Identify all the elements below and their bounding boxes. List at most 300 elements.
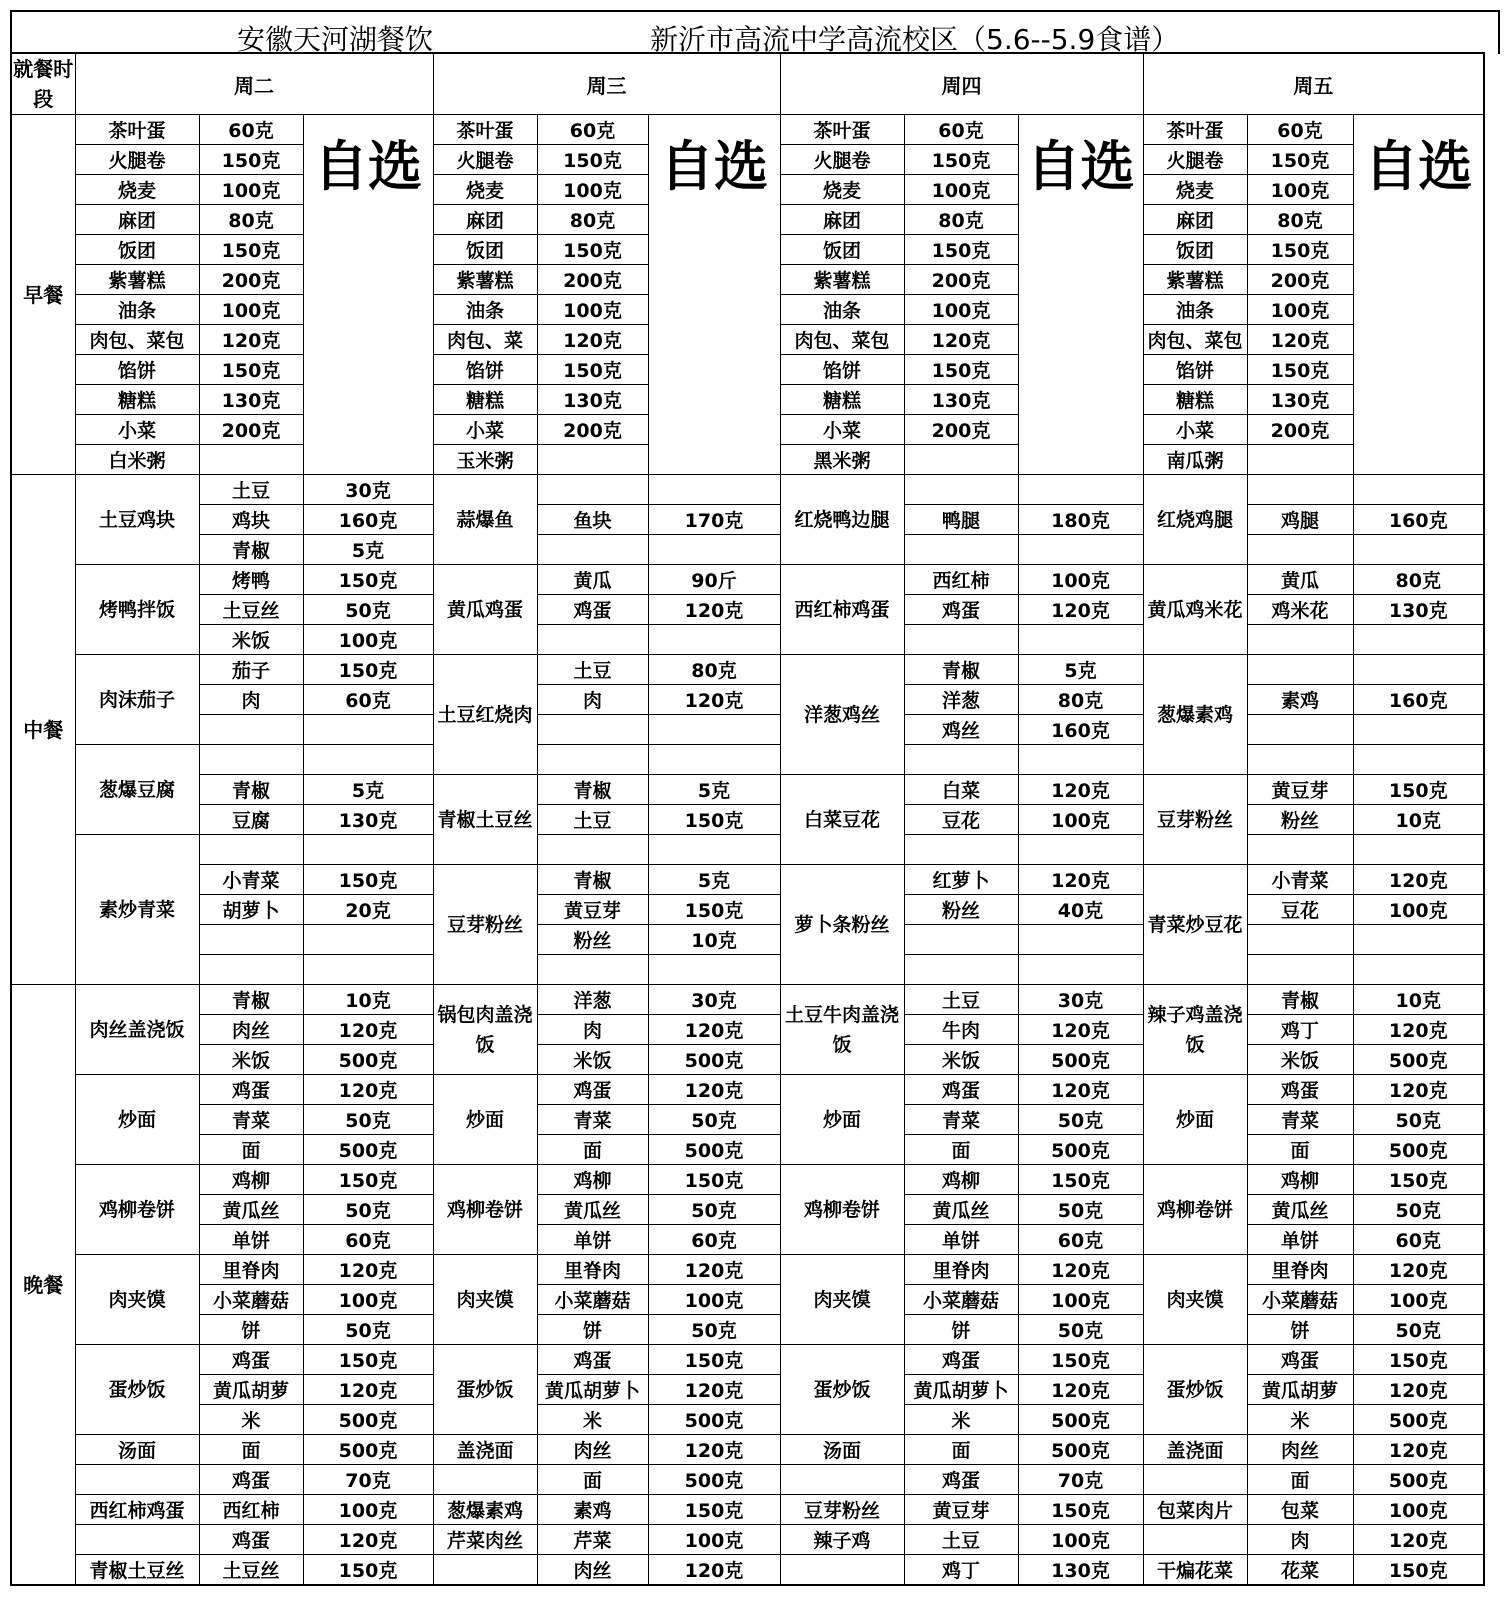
empty-cell (1018, 835, 1143, 865)
ingredient-amount: 150克 (1353, 775, 1484, 805)
ingredient-name: 面 (537, 1465, 648, 1495)
ingredient-name: 小菜蘑菇 (904, 1285, 1018, 1315)
dish-name: 红烧鸭边腿 (780, 475, 904, 565)
empty-cell (1018, 625, 1143, 655)
ingredient-name: 鸡柳 (537, 1165, 648, 1195)
ingredient-amount: 120克 (648, 1375, 780, 1405)
porridge-item: 白米粥 (75, 445, 199, 475)
empty-cell (1247, 955, 1353, 985)
empty-cell (1247, 745, 1353, 775)
empty-cell (1018, 745, 1143, 775)
empty-cell (537, 715, 648, 745)
breakfast-amount: 130克 (537, 385, 648, 415)
empty-cell (1247, 925, 1353, 955)
ingredient-amount: 90斤 (648, 565, 780, 595)
dish-name: 青菜炒豆花 (1143, 865, 1247, 985)
ingredient-name: 黄瓜丝 (537, 1195, 648, 1225)
ingredient-name: 青椒 (199, 985, 303, 1015)
ingredient-amount: 100克 (1353, 1495, 1484, 1525)
breakfast-item: 火腿卷 (780, 145, 904, 175)
empty-cell (904, 445, 1018, 475)
breakfast-amount: 100克 (904, 175, 1018, 205)
ingredient-name: 肉 (537, 685, 648, 715)
breakfast-amount: 150克 (1247, 235, 1353, 265)
period-label: 中餐 (11, 475, 75, 985)
dish-name: 炒面 (780, 1075, 904, 1165)
ingredient-name: 鸡柳 (199, 1165, 303, 1195)
empty-cell (199, 715, 303, 745)
dish-name (1143, 1465, 1247, 1495)
ingredient-amount: 50克 (303, 595, 433, 625)
empty-cell (1018, 925, 1143, 955)
ingredient-amount: 150克 (1353, 1165, 1484, 1195)
ingredient-name: 黄豆芽 (1247, 775, 1353, 805)
breakfast-amount: 120克 (199, 325, 303, 355)
dish-name: 土豆红烧肉 (433, 655, 537, 775)
ingredient-amount: 80克 (648, 655, 780, 685)
ingredient-amount: 50克 (1353, 1105, 1484, 1135)
ingredient-name: 面 (199, 1135, 303, 1165)
ingredient-name: 鸡丁 (904, 1555, 1018, 1586)
breakfast-item: 糖糕 (433, 385, 537, 415)
ingredient-name: 鸡蛋 (537, 1345, 648, 1375)
ingredient-name: 黄瓜胡萝卜 (904, 1375, 1018, 1405)
ingredient-amount: 120克 (648, 1075, 780, 1105)
ingredient-name: 青菜 (1247, 1105, 1353, 1135)
ingredient-name: 鸡丝 (904, 715, 1018, 745)
ingredient-name: 烤鸭 (199, 565, 303, 595)
breakfast-item: 烧麦 (780, 175, 904, 205)
empty-cell (648, 745, 780, 775)
ingredient-amount: 120克 (303, 1525, 433, 1555)
breakfast-amount: 150克 (904, 355, 1018, 385)
ingredient-amount: 50克 (1353, 1315, 1484, 1345)
ingredient-amount: 100克 (303, 625, 433, 655)
dish-name: 干煸花菜 (1143, 1555, 1247, 1586)
ingredient-amount: 150克 (1353, 1345, 1484, 1375)
breakfast-amount: 200克 (537, 415, 648, 445)
ingredient-amount: 10克 (303, 985, 433, 1015)
empty-cell (648, 535, 780, 565)
ingredient-amount: 100克 (1018, 805, 1143, 835)
dish-name: 鸡柳卷饼 (1143, 1165, 1247, 1255)
dish-name: 盖浇面 (1143, 1435, 1247, 1465)
ingredient-amount: 130克 (1018, 1555, 1143, 1586)
empty-cell (904, 925, 1018, 955)
empty-cell (537, 475, 648, 505)
breakfast-amount: 200克 (199, 415, 303, 445)
empty-cell (904, 955, 1018, 985)
breakfast-item: 紫薯糕 (780, 265, 904, 295)
breakfast-amount: 150克 (537, 145, 648, 175)
breakfast-amount: 60克 (904, 115, 1018, 145)
ingredient-name: 粉丝 (537, 925, 648, 955)
breakfast-item: 油条 (1143, 295, 1247, 325)
ingredient-name: 素鸡 (537, 1495, 648, 1525)
dish-name (433, 1555, 537, 1586)
breakfast-item: 糖糕 (780, 385, 904, 415)
breakfast-item: 肉包、菜包 (75, 325, 199, 355)
ingredient-amount: 120克 (1353, 1015, 1484, 1045)
ingredient-amount: 10克 (1353, 985, 1484, 1015)
breakfast-amount: 200克 (1247, 415, 1353, 445)
ingredient-name: 肉丝 (537, 1435, 648, 1465)
ingredient-name: 鱼块 (537, 505, 648, 535)
ingredient-amount: 100克 (1353, 1285, 1484, 1315)
ingredient-name: 小菜蘑菇 (537, 1285, 648, 1315)
dish-name (780, 1465, 904, 1495)
school-menu-title: 新沂市高流中学高流校区（5.6--5.9食谱） (650, 23, 1180, 56)
breakfast-item: 麻团 (1143, 205, 1247, 235)
ingredient-amount: 120克 (303, 1375, 433, 1405)
ingredient-amount: 150克 (648, 1165, 780, 1195)
breakfast-amount: 200克 (1247, 265, 1353, 295)
ingredient-amount: 160克 (1353, 505, 1484, 535)
dish-name: 炒面 (75, 1075, 199, 1165)
breakfast-amount: 80克 (1247, 205, 1353, 235)
ingredient-amount: 50克 (1018, 1195, 1143, 1225)
empty-cell (537, 535, 648, 565)
dish-name: 萝卜条粉丝 (780, 865, 904, 985)
breakfast-item: 紫薯糕 (75, 265, 199, 295)
ingredient-name: 面 (199, 1435, 303, 1465)
ingredient-amount: 70克 (1018, 1465, 1143, 1495)
empty-cell (1247, 535, 1353, 565)
ingredient-amount: 120克 (1353, 1075, 1484, 1105)
ingredient-name: 单饼 (199, 1225, 303, 1255)
breakfast-amount: 80克 (537, 205, 648, 235)
ingredient-name: 白菜 (904, 775, 1018, 805)
empty-cell (303, 745, 433, 775)
breakfast-item: 火腿卷 (75, 145, 199, 175)
ingredient-amount: 150克 (303, 1555, 433, 1586)
empty-cell (648, 955, 780, 985)
self-select-label: 自选 (648, 115, 780, 475)
dish-name: 蛋炒饭 (75, 1345, 199, 1435)
dish-name: 汤面 (75, 1435, 199, 1465)
ingredient-name: 黄瓜丝 (1247, 1195, 1353, 1225)
dish-name: 蒜爆鱼 (433, 475, 537, 565)
ingredient-amount: 120克 (1353, 1375, 1484, 1405)
ingredient-amount: 500克 (648, 1405, 780, 1435)
ingredient-amount: 50克 (1353, 1195, 1484, 1225)
ingredient-name: 米饭 (199, 1045, 303, 1075)
ingredient-name: 粉丝 (904, 895, 1018, 925)
ingredient-name: 鸡蛋 (199, 1525, 303, 1555)
day-header: 周三 (433, 53, 780, 115)
ingredient-amount: 120克 (303, 1255, 433, 1285)
dish-name: 葱爆素鸡 (433, 1495, 537, 1525)
ingredient-amount: 120克 (1018, 1255, 1143, 1285)
ingredient-amount: 500克 (303, 1405, 433, 1435)
breakfast-amount: 100克 (537, 175, 648, 205)
ingredient-amount: 80克 (1353, 565, 1484, 595)
empty-cell (904, 835, 1018, 865)
ingredient-amount: 10克 (648, 925, 780, 955)
empty-cell (1018, 535, 1143, 565)
breakfast-amount: 200克 (904, 415, 1018, 445)
dish-name: 西红柿鸡蛋 (780, 565, 904, 655)
breakfast-item: 糖糕 (75, 385, 199, 415)
breakfast-amount: 60克 (537, 115, 648, 145)
ingredient-name: 黄瓜胡萝卜 (537, 1375, 648, 1405)
breakfast-amount: 150克 (199, 145, 303, 175)
ingredient-amount: 500克 (648, 1465, 780, 1495)
ingredient-name: 洋葱 (537, 985, 648, 1015)
ingredient-amount: 80克 (1018, 685, 1143, 715)
ingredient-name: 青椒 (537, 775, 648, 805)
ingredient-amount: 60克 (648, 1225, 780, 1255)
ingredient-name: 面 (904, 1435, 1018, 1465)
ingredient-name: 小菜蘑菇 (1247, 1285, 1353, 1315)
ingredient-name: 米饭 (1247, 1045, 1353, 1075)
empty-cell (537, 955, 648, 985)
ingredient-amount: 120克 (1353, 1525, 1484, 1555)
ingredient-name: 米饭 (199, 625, 303, 655)
porridge-item: 黑米粥 (780, 445, 904, 475)
ingredient-amount: 50克 (648, 1195, 780, 1225)
empty-cell (648, 475, 780, 505)
ingredient-name: 土豆 (904, 1525, 1018, 1555)
ingredient-name: 米饭 (537, 1045, 648, 1075)
ingredient-amount: 50克 (303, 1195, 433, 1225)
ingredient-name: 豆花 (1247, 895, 1353, 925)
empty-cell (648, 625, 780, 655)
empty-cell (199, 745, 303, 775)
empty-cell (199, 835, 303, 865)
ingredient-amount: 500克 (303, 1135, 433, 1165)
ingredient-amount: 130克 (303, 805, 433, 835)
ingredient-amount: 50克 (1018, 1315, 1143, 1345)
empty-cell (303, 955, 433, 985)
ingredient-name: 黄豆芽 (537, 895, 648, 925)
ingredient-name: 鸡蛋 (537, 595, 648, 625)
dish-name: 洋葱鸡丝 (780, 655, 904, 775)
dish-name: 素炒青菜 (75, 835, 199, 985)
ingredient-amount: 100克 (1353, 895, 1484, 925)
ingredient-amount: 70克 (303, 1465, 433, 1495)
dish-name: 豆芽粉丝 (1143, 775, 1247, 865)
ingredient-amount: 130克 (1353, 595, 1484, 625)
ingredient-amount: 50克 (1018, 1105, 1143, 1135)
ingredient-name: 米 (537, 1405, 648, 1435)
breakfast-amount: 150克 (1247, 145, 1353, 175)
ingredient-amount: 120克 (303, 1075, 433, 1105)
ingredient-name: 土豆 (537, 805, 648, 835)
ingredient-name: 饼 (1247, 1315, 1353, 1345)
breakfast-amount: 150克 (537, 235, 648, 265)
ingredient-name: 饼 (904, 1315, 1018, 1345)
empty-cell (1247, 715, 1353, 745)
empty-cell (1353, 475, 1484, 505)
breakfast-item: 饭团 (1143, 235, 1247, 265)
empty-cell (1247, 655, 1353, 685)
ingredient-amount: 120克 (648, 1555, 780, 1586)
ingredient-name: 里脊肉 (537, 1255, 648, 1285)
ingredient-name: 鸡柳 (1247, 1165, 1353, 1195)
ingredient-amount: 5克 (648, 865, 780, 895)
ingredient-amount: 100克 (648, 1285, 780, 1315)
breakfast-item: 烧麦 (75, 175, 199, 205)
empty-cell (1247, 445, 1353, 475)
breakfast-amount: 120克 (1247, 325, 1353, 355)
ingredient-name: 黄瓜 (1247, 565, 1353, 595)
ingredient-amount: 100克 (1018, 1525, 1143, 1555)
breakfast-amount: 130克 (904, 385, 1018, 415)
ingredient-name: 面 (904, 1135, 1018, 1165)
empty-cell (648, 835, 780, 865)
ingredient-amount: 500克 (1353, 1045, 1484, 1075)
ingredient-name: 青菜 (904, 1105, 1018, 1135)
ingredient-name: 鸡蛋 (1247, 1345, 1353, 1375)
ingredient-name: 胡萝卜 (199, 895, 303, 925)
ingredient-amount: 5克 (303, 775, 433, 805)
breakfast-item: 紫薯糕 (433, 265, 537, 295)
ingredient-amount: 170克 (648, 505, 780, 535)
ingredient-amount: 150克 (303, 865, 433, 895)
breakfast-amount: 100克 (1247, 295, 1353, 325)
ingredient-amount: 5克 (648, 775, 780, 805)
ingredient-amount: 5克 (1018, 655, 1143, 685)
dish-name: 蛋炒饭 (780, 1345, 904, 1435)
ingredient-amount: 100克 (1018, 565, 1143, 595)
menu-title-bar (10, 10, 1500, 54)
dish-name (75, 1465, 199, 1495)
ingredient-name: 黄瓜胡萝 (199, 1375, 303, 1405)
breakfast-item: 麻团 (433, 205, 537, 235)
ingredient-amount: 150克 (648, 1495, 780, 1525)
ingredient-name: 青椒 (537, 865, 648, 895)
dish-name (780, 1555, 904, 1586)
ingredient-name: 米 (904, 1405, 1018, 1435)
breakfast-amount: 100克 (199, 175, 303, 205)
breakfast-item: 火腿卷 (1143, 145, 1247, 175)
dish-name: 鸡柳卷饼 (433, 1165, 537, 1255)
empty-cell (1353, 925, 1484, 955)
empty-cell (1353, 535, 1484, 565)
ingredient-amount: 60克 (1353, 1225, 1484, 1255)
ingredient-name: 肉丝 (199, 1015, 303, 1045)
ingredient-amount: 500克 (1353, 1135, 1484, 1165)
breakfast-item: 肉包、菜包 (780, 325, 904, 355)
company-name: 安徽天河湖餐饮 (237, 23, 434, 56)
ingredient-amount: 120克 (648, 1435, 780, 1465)
ingredient-name: 鸡蛋 (904, 1345, 1018, 1375)
ingredient-name: 土豆 (537, 655, 648, 685)
ingredient-name: 鸡丁 (1247, 1015, 1353, 1045)
ingredient-name: 青椒 (1247, 985, 1353, 1015)
ingredient-name: 牛肉 (904, 1015, 1018, 1045)
breakfast-item: 饭团 (75, 235, 199, 265)
ingredient-amount: 120克 (1353, 1255, 1484, 1285)
ingredient-amount: 150克 (1018, 1165, 1143, 1195)
empty-cell (1353, 835, 1484, 865)
dish-name: 辣子鸡盖浇饭 (1143, 985, 1247, 1075)
ingredient-name: 青椒 (904, 655, 1018, 685)
breakfast-amount: 80克 (199, 205, 303, 235)
ingredient-name: 黄瓜胡萝 (1247, 1375, 1353, 1405)
breakfast-amount: 100克 (904, 295, 1018, 325)
empty-cell (1018, 955, 1143, 985)
ingredient-name: 里脊肉 (904, 1255, 1018, 1285)
ingredient-name: 青椒 (199, 535, 303, 565)
ingredient-name: 肉 (199, 685, 303, 715)
ingredient-amount: 50克 (648, 1105, 780, 1135)
ingredient-name: 鸡蛋 (904, 1075, 1018, 1105)
ingredient-name: 西红柿 (904, 565, 1018, 595)
dish-name: 包菜肉片 (1143, 1495, 1247, 1525)
ingredient-name: 单饼 (1247, 1225, 1353, 1255)
breakfast-item: 油条 (780, 295, 904, 325)
ingredient-name: 洋葱 (904, 685, 1018, 715)
breakfast-item: 饭团 (433, 235, 537, 265)
breakfast-amount: 150克 (904, 235, 1018, 265)
dish-name: 土豆鸡块 (75, 475, 199, 565)
empty-cell (1353, 655, 1484, 685)
breakfast-amount: 150克 (199, 355, 303, 385)
dish-name: 蛋炒饭 (1143, 1345, 1247, 1435)
ingredient-name: 里脊肉 (199, 1255, 303, 1285)
dish-name: 西红柿鸡蛋 (75, 1495, 199, 1525)
ingredient-amount: 150克 (648, 1345, 780, 1375)
empty-cell (199, 925, 303, 955)
ingredient-name: 黄豆芽 (904, 1495, 1018, 1525)
ingredient-amount: 20克 (303, 895, 433, 925)
day-header: 周二 (75, 53, 433, 115)
empty-cell (1353, 625, 1484, 655)
empty-cell (199, 955, 303, 985)
ingredient-amount: 30克 (303, 475, 433, 505)
ingredient-name: 米饭 (904, 1045, 1018, 1075)
breakfast-item: 馅饼 (433, 355, 537, 385)
dish-name: 肉夹馍 (780, 1255, 904, 1345)
breakfast-amount: 120克 (904, 325, 1018, 355)
empty-cell (303, 835, 433, 865)
ingredient-name: 鸡蛋 (199, 1345, 303, 1375)
ingredient-name: 青菜 (199, 1105, 303, 1135)
dish-name: 肉夹馍 (1143, 1255, 1247, 1345)
ingredient-name: 包菜 (1247, 1495, 1353, 1525)
ingredient-amount: 100克 (303, 1285, 433, 1315)
breakfast-amount: 100克 (537, 295, 648, 325)
ingredient-amount: 100克 (648, 1525, 780, 1555)
ingredient-amount: 60克 (303, 685, 433, 715)
breakfast-item: 糖糕 (1143, 385, 1247, 415)
breakfast-amount: 150克 (537, 355, 648, 385)
ingredient-name: 豆花 (904, 805, 1018, 835)
breakfast-item: 油条 (75, 295, 199, 325)
empty-cell (1247, 835, 1353, 865)
empty-cell (648, 715, 780, 745)
ingredient-name: 肉丝 (1247, 1435, 1353, 1465)
ingredient-amount: 150克 (303, 1165, 433, 1195)
ingredient-name: 粉丝 (1247, 805, 1353, 835)
breakfast-amount: 130克 (199, 385, 303, 415)
dish-name: 青椒土豆丝 (433, 775, 537, 865)
ingredient-name: 小青菜 (1247, 865, 1353, 895)
breakfast-amount: 60克 (1247, 115, 1353, 145)
ingredient-amount: 120克 (1018, 595, 1143, 625)
ingredient-amount: 120克 (1018, 1375, 1143, 1405)
ingredient-name: 土豆 (199, 475, 303, 505)
dish-name: 烤鸭拌饭 (75, 565, 199, 655)
ingredient-amount: 500克 (648, 1045, 780, 1075)
breakfast-item: 小菜 (1143, 415, 1247, 445)
breakfast-amount: 150克 (904, 145, 1018, 175)
ingredient-amount: 40克 (1018, 895, 1143, 925)
ingredient-name: 鸡蛋 (1247, 1075, 1353, 1105)
ingredient-amount: 500克 (1353, 1405, 1484, 1435)
